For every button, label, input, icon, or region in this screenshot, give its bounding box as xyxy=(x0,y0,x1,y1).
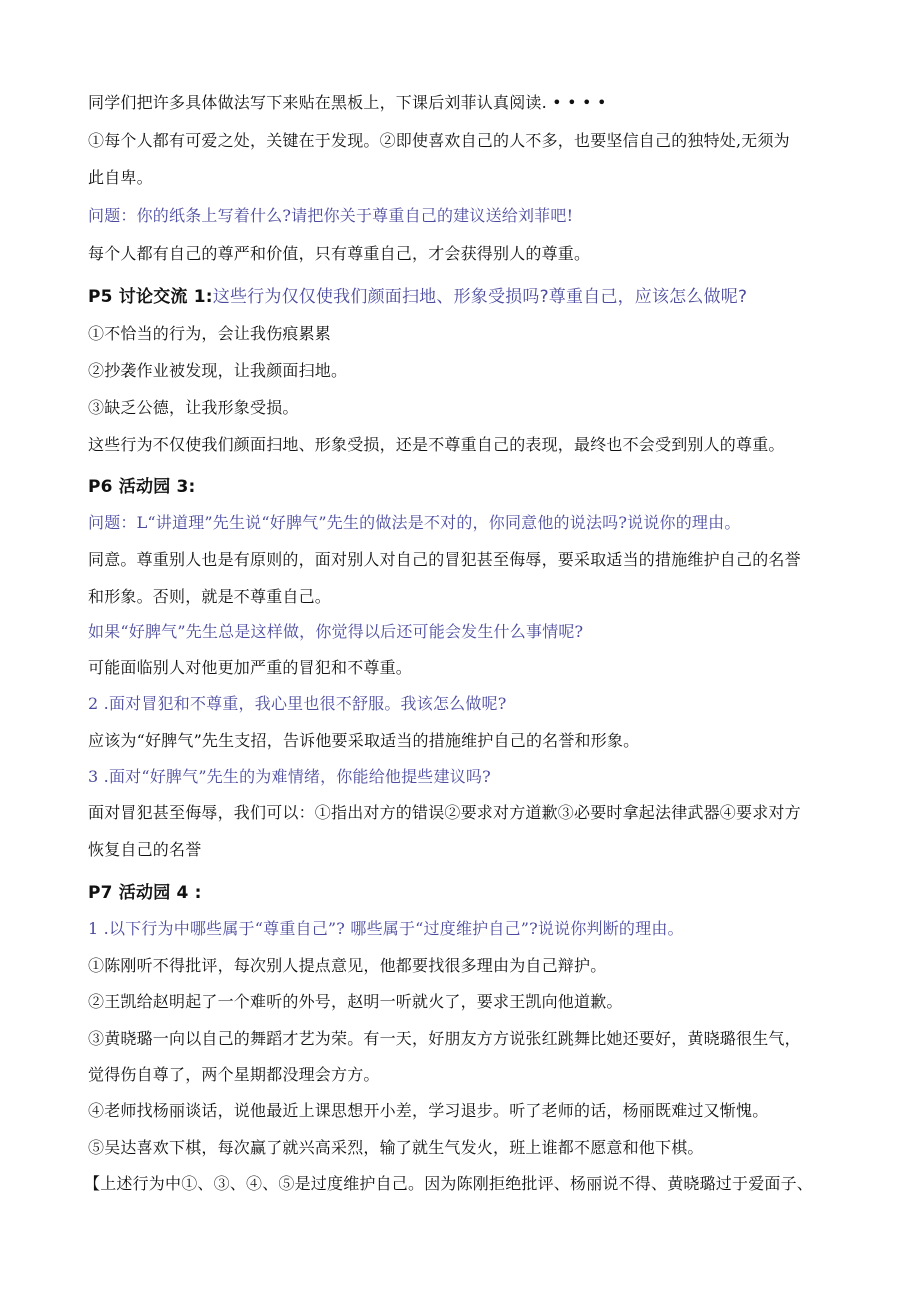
section-heading-p7 xyxy=(88,882,860,904)
text-line: 应该为“好脾气”先生支招，告诉他要采取适当的措施维护自己的名誉和形象。 xyxy=(88,731,640,750)
question-line: 2 .面对冒犯和不尊重，我心里也很不舒服。我该怎么做呢? xyxy=(88,694,507,713)
text-line: 面对冒犯甚至侮辱，我们可以：①指出对方的错误②要求对方道歉③必要时拿起法律武器④要求对方 xyxy=(88,803,801,822)
text-line: 和形象。否则，就是不尊重自己。 xyxy=(88,587,332,606)
question-line: 3 .面对“好脾气”先生的为难情绪，你能给他提些建议吗? xyxy=(88,767,491,786)
text-line: ①不恰当的行为，会让我伤痕累累 xyxy=(88,324,332,343)
text-line: 【上述行为中①、③、④、⑤是过度维护自己。因为陈刚拒绝批评、杨丽说不得、黄晓璐过于爱面子、 xyxy=(84,1174,814,1193)
section-label: P5 讨论交流 1: xyxy=(88,287,213,307)
text-line: 恢复自己的名誉 xyxy=(88,840,202,859)
text-line: 同意。尊重别人也是有原则的，面对别人对自己的冒犯甚至侮辱，要采取适当的措施维护自己的名誉 xyxy=(88,550,801,569)
question-line: 问题：L“讲道理”先生说“好脾气”先生的做法是不对的，你同意他的说法吗?说说你的理由。 xyxy=(88,513,741,532)
text-line: ①陈刚听不得批评，每次别人提点意见，他都要找很多理由为自己辩护。 xyxy=(88,956,607,975)
text-line: 此自卑。 xyxy=(88,168,153,187)
text-line: 可能面临别人对他更加严重的冒犯和不尊重。 xyxy=(88,658,413,677)
text-line: ②抄袭作业被发现，让我颜面扫地。 xyxy=(88,361,348,380)
text-line: 同学们把许多具体做法写下来贴在黑板上，下课后刘菲认真阅读. • • • • xyxy=(88,93,607,112)
text-line: ①每个人都有可爱之处，关键在于发现。②即使喜欢自己的人不多，也要坚信自己的独特处,无须为 xyxy=(88,131,790,150)
text-line: 这些行为不仅使我们颜面扫地、形象受损，还是不尊重自己的表现，最终也不会受到别人的尊重。 xyxy=(88,435,785,454)
section-heading-p5 xyxy=(88,286,860,308)
text-line: ④老师找杨丽谈话，说他最近上课思想开小差，学习退步。听了老师的话，杨丽既难过又惭愧。 xyxy=(88,1101,769,1120)
text-line: ③缺乏公德，让我形象受损。 xyxy=(88,398,299,417)
question-line: 1 .以下行为中哪些属于“尊重自己”? 哪些属于“过度维护自己”?说说你判断的理由。 xyxy=(88,919,684,938)
section-heading-p6 xyxy=(88,476,860,498)
text-line: ③黄晓璐一向以自己的舞蹈才艺为荣。有一天，好朋友方方说张红跳舞比她还要好，黄晓璐很生气， xyxy=(88,1029,801,1048)
section-label: P7 活动园 4 : xyxy=(88,883,202,903)
question-line: 如果“好脾气”先生总是这样做，你觉得以后还可能会发生什么事情呢? xyxy=(88,622,584,641)
text-line: 觉得伤自尊了，两个星期都没理会方方。 xyxy=(88,1065,380,1084)
text-line: ②王凯给赵明起了一个难听的外号，赵明一听就火了，要求王凯向他道歉。 xyxy=(88,992,623,1011)
text-line: ⑤吴达喜欢下棋，每次赢了就兴高采烈，输了就生气发火，班上谁都不愿意和他下棋。 xyxy=(88,1138,704,1157)
section-label: P6 活动园 3: xyxy=(88,477,196,497)
text-line: 每个人都有自己的尊严和价值，只有尊重自己，才会获得别人的尊重。 xyxy=(88,244,591,263)
question-line: 问题：你的纸条上写着什么?请把你关于尊重自己的建议送给刘菲吧! xyxy=(88,206,574,225)
section-question: 这些行为仅仅使我们颜面扫地、形象受损吗?尊重自己，应该怎么做呢? xyxy=(212,287,748,307)
